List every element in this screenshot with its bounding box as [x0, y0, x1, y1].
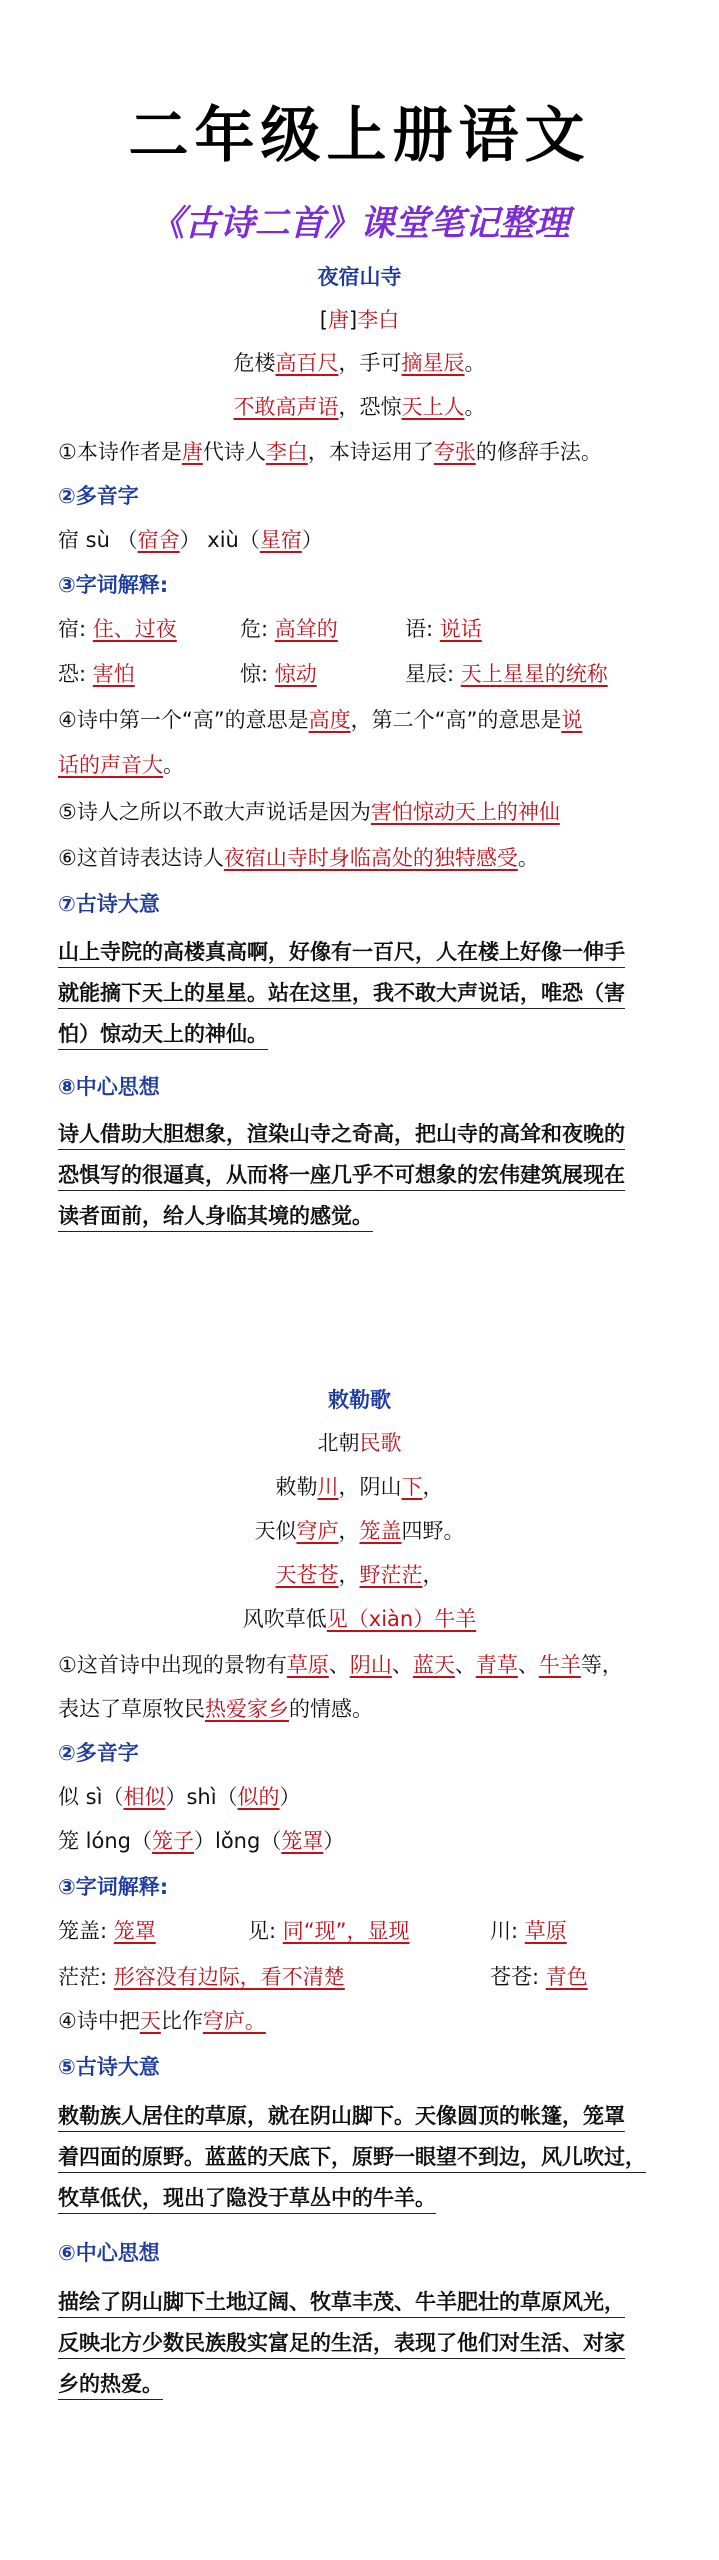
note-text: ）	[279, 1785, 301, 1809]
glossary-item	[248, 1916, 410, 1946]
poem1-note-4-line-2	[58, 750, 719, 780]
glossary-definition: 笼罩	[113, 1919, 156, 1943]
note-text: ）shì（	[165, 1785, 238, 1809]
note-text: 的情感。	[289, 1697, 373, 1721]
poem1-note-6	[58, 843, 719, 873]
verse-text: ，手可	[338, 351, 402, 375]
paragraph-line: 怕）惊动天上的神仙。	[58, 1022, 268, 1050]
verse-highlight: 高百尺	[275, 351, 339, 375]
poem2-verse-1	[0, 1472, 719, 1502]
poem2-verse-3	[0, 1560, 719, 1590]
note-answer: 笼罩	[281, 1829, 324, 1853]
note-answer: 笼子	[152, 1829, 194, 1853]
glossary-definition: 青色	[545, 1965, 588, 1989]
verse-highlight: 天上人	[401, 395, 465, 419]
verse-text: 风吹草低	[242, 1607, 327, 1631]
poem1-note-7-heading: ⑦古诗大意	[58, 892, 160, 916]
poem1-note-4-line-1	[58, 705, 719, 735]
note-answer: 李白	[265, 440, 308, 464]
paragraph-line: 山上寺院的高楼真高啊，好像有一百尺，人在楼上好像一伸手	[58, 940, 625, 968]
paragraph-line: 乡的热爱。	[58, 2372, 163, 2400]
note-answer: 相似	[123, 1785, 166, 1809]
note-answer: 青草	[475, 1653, 518, 1677]
poem1-note-3-heading: ③字词解释:	[58, 573, 169, 597]
glossary-definition: 住、过夜	[92, 617, 177, 641]
verse-text: ，	[422, 1563, 444, 1587]
paragraph-line: 诗人借助大胆想象，渲染山寺之奇高，把山寺的高耸和夜晚的	[58, 1122, 625, 1150]
glossary-item	[490, 1916, 567, 1946]
poem2-genre: 民歌	[359, 1431, 402, 1455]
poem1-theme-paragraph	[58, 1114, 664, 1237]
verse-highlight: 野茫茫	[359, 1563, 423, 1587]
note-text: ①本诗作者是	[58, 440, 182, 464]
poem2-note-3-heading: ③字词解释:	[58, 1875, 169, 1899]
note-answer: 星宿	[259, 528, 302, 552]
poem2-source-line	[0, 1428, 719, 1458]
glossary-definition: 害怕	[92, 662, 135, 686]
bracket-open: [	[319, 308, 328, 332]
poem1-note-2-heading: ②多音字	[58, 484, 139, 508]
note-text: 、	[454, 1653, 476, 1677]
note-answer: 阴山	[349, 1653, 392, 1677]
poem2-verse-2	[0, 1516, 719, 1546]
verse-text: 。	[464, 351, 486, 375]
glossary-item	[58, 614, 177, 644]
note-text: ④诗中第一个“高”的意思是	[58, 708, 309, 732]
paragraph-line: 着四面的原野。蓝蓝的天底下，原野一眼望不到边，风儿吹过，	[58, 2145, 646, 2173]
glossary-term: 惊:	[240, 662, 269, 686]
verse-text: ，	[422, 1475, 444, 1499]
note-answer: 天	[139, 2009, 161, 2033]
glossary-item	[405, 659, 608, 689]
bracket-close: ]	[349, 308, 358, 332]
poem2-note-2-heading: ②多音字	[58, 1741, 139, 1765]
glossary-definition: 惊动	[274, 662, 317, 686]
note-text: ⑥这首诗表达诗人	[58, 846, 224, 870]
note-text: 宿 sù （	[58, 528, 138, 552]
poem2-note-6-heading: ⑥中心思想	[58, 2241, 160, 2265]
note-text: ）	[323, 1829, 345, 1853]
verse-highlight: 摘星辰	[401, 351, 465, 375]
poem2-note-1-line-1	[58, 1650, 719, 1680]
note-text: ）lǒng（	[194, 1829, 282, 1853]
note-text: 等，	[580, 1653, 623, 1677]
poem1-note-2	[58, 525, 719, 555]
glossary-term: 川:	[490, 1919, 519, 1943]
note-answer: 说	[561, 708, 583, 732]
note-text: 。	[163, 753, 184, 777]
note-answer: 害怕惊动天上的神仙	[370, 800, 560, 824]
note-answer: 草原	[286, 1653, 329, 1677]
poem1-verse-1	[0, 348, 719, 378]
glossary-item	[490, 1962, 588, 1992]
glossary-definition: 形容没有边际，看不清楚	[113, 1965, 345, 1989]
note-answer: 牛羊	[538, 1653, 581, 1677]
glossary-definition: 天上星星的统称	[460, 662, 608, 686]
paragraph-line: 就能摘下天上的星星。站在这里，我不敢大声说话，唯恐（害	[58, 981, 625, 1009]
poem1-note-1	[58, 437, 719, 467]
poem1-author: 李白	[357, 308, 400, 332]
verse-highlight: 牛羊	[434, 1607, 477, 1631]
page-title: 二年级上册语文	[128, 101, 591, 171]
note-answer: 夸张	[433, 440, 476, 464]
note-text: ⑤诗人之所以不敢大声说话是因为	[58, 800, 371, 824]
poem2-note-2-line-2	[58, 1826, 719, 1856]
verse-text: 。	[464, 395, 486, 419]
note-text: 表达了草原牧民	[58, 1697, 205, 1721]
verse-text: 危楼	[233, 351, 276, 375]
glossary-item	[405, 614, 482, 644]
note-answer: 话的声音大	[58, 753, 163, 777]
glossary-term: 恐:	[58, 662, 87, 686]
verse-text: ，	[338, 1563, 360, 1587]
verse-text: 四野。	[401, 1519, 465, 1543]
note-answer: 蓝天	[412, 1653, 455, 1677]
verse-highlight: 不敢高声语	[233, 395, 339, 419]
glossary-term: 笼盖:	[58, 1919, 108, 1943]
glossary-definition: 说话	[439, 617, 482, 641]
glossary-term: 见:	[248, 1919, 277, 1943]
glossary-definition: 同“现”，显现	[282, 1919, 410, 1943]
poem2-note-4	[58, 2006, 719, 2036]
note-answer: 宿舍	[137, 528, 180, 552]
note-text: ④诗中把	[58, 2009, 140, 2033]
paragraph-line: 恐惧写的很逼真，从而将一座几乎不可想象的宏伟建筑展现在	[58, 1163, 625, 1191]
glossary-item	[240, 614, 338, 644]
verse-highlight: 穹庐	[296, 1519, 339, 1543]
verse-text: 敕勒	[275, 1475, 318, 1499]
glossary-term: 语:	[405, 617, 434, 641]
paragraph-line: 读者面前，给人身临其境的感觉。	[58, 1204, 373, 1232]
verse-highlight: 笼盖	[359, 1519, 402, 1543]
verse-text: ，	[338, 1519, 360, 1543]
poem1-author-line	[0, 305, 719, 335]
note-text: 、	[391, 1653, 413, 1677]
paragraph-line: 反映北方少数民族殷实富足的生活，表现了他们对生活、对家	[58, 2331, 625, 2359]
poem2-meaning-paragraph	[58, 2096, 664, 2219]
paragraph-line: 描绘了阴山脚下土地辽阔、牧草丰茂、牛羊肥壮的草原风光，	[58, 2290, 625, 2318]
poem1-meaning-paragraph	[58, 932, 664, 1055]
note-answer: 似的	[237, 1785, 280, 1809]
note-text: ） xiù（	[179, 528, 260, 552]
verse-text: ，恐惊	[338, 395, 402, 419]
glossary-item	[58, 1962, 345, 1992]
paragraph-line: 敕勒族人居住的草原，就在阴山脚下。天像圆顶的帐篷，笼罩	[58, 2104, 625, 2132]
poem2-title: 敕勒歌	[328, 1388, 391, 1412]
note-text: 、	[517, 1653, 539, 1677]
glossary-term: 茫茫:	[58, 1965, 108, 1989]
verse-highlight: 见（xiàn）	[326, 1607, 435, 1631]
poem2-note-1-line-2	[58, 1694, 719, 1724]
note-answer: 高度	[308, 708, 351, 732]
poem2-dynasty: 北朝	[317, 1431, 360, 1455]
glossary-item	[240, 659, 317, 689]
note-text: ，第二个“高”的意思是	[350, 708, 562, 732]
glossary-item	[58, 1916, 156, 1946]
glossary-term: 宿:	[58, 617, 87, 641]
glossary-definition: 草原	[524, 1919, 567, 1943]
note-answer: 唐	[181, 440, 203, 464]
verse-highlight: 下	[401, 1475, 423, 1499]
note-text: 笼 lóng（	[58, 1829, 152, 1853]
glossary-term: 星辰:	[405, 662, 455, 686]
note-text: ）	[301, 528, 323, 552]
note-text: 比作	[160, 2009, 203, 2033]
verse-text: 天似	[254, 1519, 297, 1543]
glossary-term: 危:	[240, 617, 269, 641]
verse-text: ，阴山	[338, 1475, 402, 1499]
poem2-note-2-line-1	[58, 1782, 719, 1812]
poem2-theme-paragraph	[58, 2282, 664, 2405]
note-text: 的修辞手法。	[475, 440, 602, 464]
note-answer: 热爱家乡	[205, 1697, 289, 1721]
note-answer: 夜宿山寺时身临高处的独特感受	[223, 846, 518, 870]
note-text: 、	[328, 1653, 350, 1677]
poem1-note-5	[58, 797, 719, 827]
note-text: 似 sì（	[58, 1785, 124, 1809]
poem1-dynasty: 唐	[328, 308, 349, 332]
note-text: ①这首诗中出现的景物有	[58, 1653, 287, 1677]
verse-highlight: 天苍苍	[275, 1563, 339, 1587]
note-text: 。	[517, 846, 539, 870]
note-answer: 穹庐。	[202, 2009, 266, 2033]
paragraph-line: 牧草低伏，现出了隐没于草丛中的牛羊。	[58, 2186, 436, 2214]
note-text: 代诗人	[202, 440, 266, 464]
poem1-title: 夜宿山寺	[317, 265, 402, 289]
note-text: ，本诗运用了	[307, 440, 434, 464]
glossary-definition: 高耸的	[274, 617, 338, 641]
poem2-note-5-heading: ⑤古诗大意	[58, 2055, 160, 2079]
poem1-verse-2	[0, 392, 719, 422]
glossary-term: 苍苍:	[490, 1965, 540, 1989]
verse-highlight: 川	[317, 1475, 339, 1499]
glossary-item	[58, 659, 135, 689]
page-subtitle: 《古诗二首》课堂笔记整理	[149, 204, 570, 244]
poem2-verse-4	[0, 1604, 719, 1634]
poem1-note-8-heading: ⑧中心思想	[58, 1075, 160, 1099]
